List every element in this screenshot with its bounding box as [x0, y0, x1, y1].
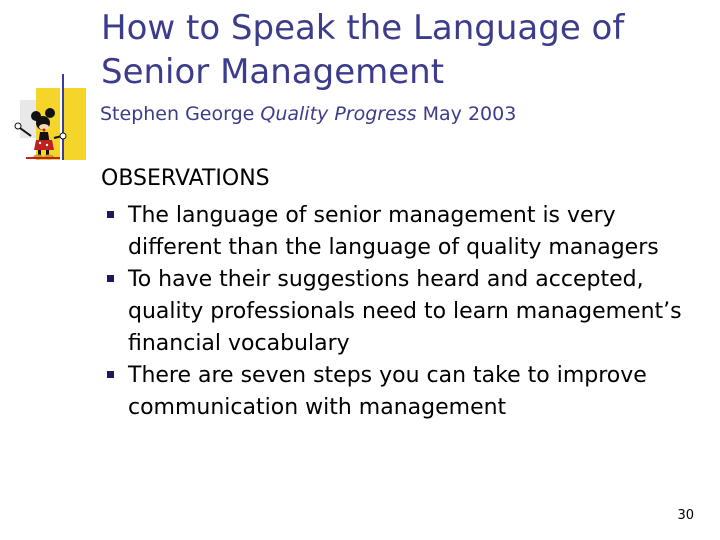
bullet-list	[101, 200, 701, 424]
bullet-text: The language of senior management is very different than the language of quality managers	[128, 203, 659, 260]
bullet-item	[101, 360, 701, 424]
bullet-text: There are seven steps you can take to improve communication with management	[128, 363, 647, 420]
slide-title	[101, 6, 701, 94]
page-number: 30	[677, 508, 694, 523]
subtitle-publication: Quality Progress	[260, 103, 417, 125]
subtitle-author: Stephen George	[100, 103, 255, 125]
bullet-text: To have their suggestions heard and accepted, quality professionals need to learn management’s financial vocabulary	[128, 267, 682, 356]
square-bullet-icon	[107, 371, 114, 378]
section-heading: OBSERVATIONS	[101, 166, 270, 191]
template-decoration	[0, 0, 100, 170]
square-bullet-icon	[107, 211, 114, 218]
subtitle-date: May 2003	[422, 103, 517, 125]
slide-subtitle	[100, 101, 516, 127]
bullet-item	[101, 264, 701, 360]
bullet-item	[101, 200, 701, 264]
slide-title-line-1: How to Speak the Language of	[101, 8, 625, 48]
slide-title-line-2: Senior Management	[101, 52, 445, 92]
square-bullet-icon	[107, 275, 114, 282]
mouse-cartoon-icon	[0, 0, 100, 170]
